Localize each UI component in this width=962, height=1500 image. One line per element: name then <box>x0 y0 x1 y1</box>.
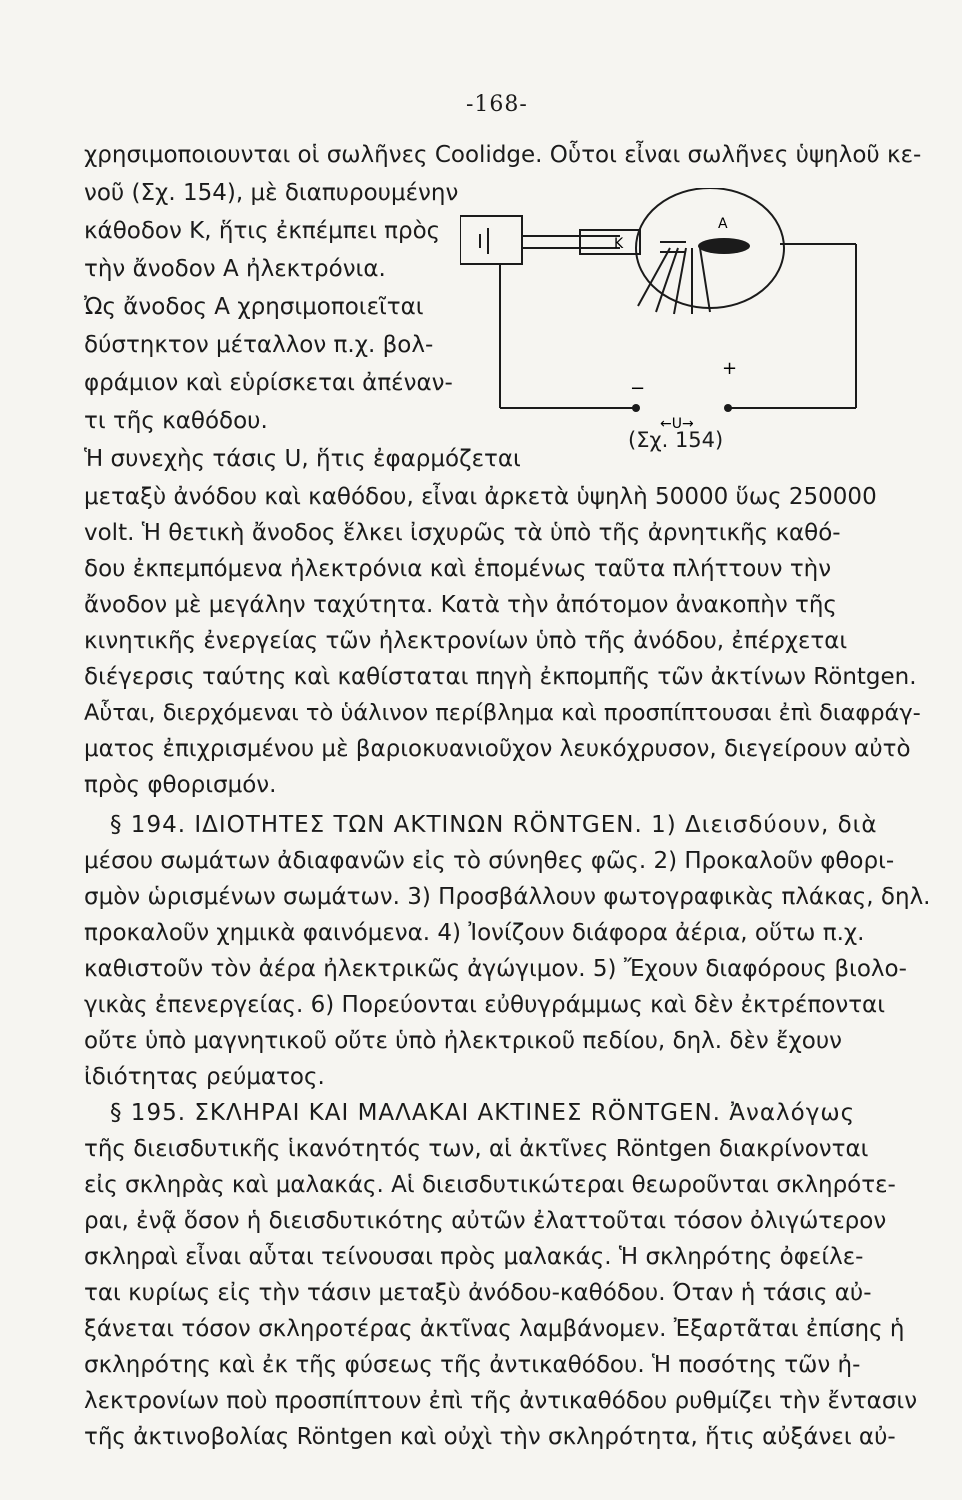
anode-target <box>698 238 750 254</box>
cathode-label: K <box>614 236 624 252</box>
text-line: γικὰς ἐπενεργείας. 6) Πορεύονται εὐθυγράμμως καὶ δὲν ἐκτρέπονται <box>84 992 885 1018</box>
text-line: εἰς σκληρὰς καὶ μαλακάς. Αἱ διεισδυτικώτεραι θεωροῦνται σκληρότε- <box>84 1172 896 1198</box>
text-line: τῆς ἀκτινοβολίας Röntgen καὶ οὐχὶ τὴν σκληρότητα, ἥτις αὐξάνει αὐ- <box>84 1424 896 1450</box>
text-line: ξάνεται τόσον σκληροτέρας ἀκτῖνας λαμβάνομεν. Ἐξαρτᾶται ἐπίσης ἡ <box>84 1316 905 1342</box>
text-line: νοῦ (Σχ. 154), μὲ διαπυρουμένην <box>84 180 459 206</box>
section-194-heading: § 194. ΙΔΙΟΤΗΤΕΣ ΤΩΝ ΑΚΤΙΝΩΝ RÖNTGEN. 1) Διεισδύουν, διὰ <box>110 812 878 838</box>
text-line: μεταξὺ ἀνόδου καὶ καθόδου, εἶναι ἀρκετὰ ὑψηλὴ 50000 ὕως 250000 <box>84 484 877 510</box>
text-line: σκληραὶ εἶναι αὗται τείνουσαι πρὸς μαλακάς. Ἡ σκληρότης ὀφείλε- <box>84 1244 864 1270</box>
text-line: τὴν ἄνοδον Α ἠλεκτρόνια. <box>84 256 386 282</box>
text-line: ραι, ἐνᾷ ὅσον ἡ διεισδυτικότης αὐτῶν ἐλαττοῦται τόσον ὀλιγώτερον <box>84 1208 887 1234</box>
voltage-label: ←U→ <box>660 416 694 432</box>
section-195-heading: § 195. ΣΚΛΗΡΑΙ ΚΑΙ ΜΑΛΑΚΑΙ ΑΚΤΙΝΕΣ RÖNTGEN. Ἀναλόγως <box>110 1100 856 1126</box>
text-line: δύστηκτον μέταλλον π.χ. βολ- <box>84 332 434 358</box>
text-line: λεκτρονίων ποὺ προσπίπτουν ἐπὶ τῆς ἀντικαθόδου ρυθμίζει τὴν ἔντασιν <box>84 1388 918 1414</box>
text-line: ἰδιότητας ρεύματος. <box>84 1064 325 1090</box>
minus-label: − <box>630 378 646 399</box>
text-line: τῆς διεισδυτικῆς ἱκανότητός των, αἱ ἀκτῖνες Röntgen διακρίνονται <box>84 1136 869 1162</box>
positive-terminal <box>724 404 732 412</box>
text-line: κάθοδον Κ, ἥτις ἐκπέμπει πρὸς <box>84 218 441 244</box>
text-line: μέσου σωμάτων ἀδιαφανῶν εἰς τὸ σύνηθες φῶς. 2) Προκαλοῦν φθορι- <box>84 848 895 874</box>
text-line: διέγερσις ταύτης καὶ καθίσταται πηγὴ ἐκπομπῆς τῶν ἀκτίνων Röntgen. <box>84 664 917 690</box>
text-line: Αὗται, διερχόμεναι τὸ ὑάλινον περίβλημα καὶ προσπίπτουσαι ἐπὶ διαφράγ- <box>84 700 921 726</box>
text-line: πρὸς φθορισμόν. <box>84 772 277 798</box>
text-line: Ὠς ἄνοδος Α χρησιμοποιεῖται <box>84 294 424 320</box>
text-line: σμὸν ὡρισμένων σωμάτων. 3) Προσβάλλουν φωτογραφικὰς πλάκας, δηλ. <box>84 884 931 910</box>
anode-label: A <box>718 216 728 232</box>
cathode-tube-neck <box>580 230 640 254</box>
text-line: χρησιμοποιουνται οἱ σωλῆνες Coolidge. Οὗτοι εἶναι σωλῆνες ὑψηλοῦ κε- <box>84 142 922 168</box>
plus-label: + <box>722 358 738 379</box>
text-line: τι τῆς καθόδου. <box>84 408 268 434</box>
text-line: Ἡ συνεχὴς τάσις U, ἥτις ἐφαρμόζεται <box>84 446 521 472</box>
text-line: κινητικῆς ἐνεργείας τῶν ἠλεκτρονίων ὑπὸ τῆς ἀνόδου, ἐπέρχεται <box>84 628 848 654</box>
text-line: φράμιον καὶ εὑρίσκεται ἀπέναν- <box>84 370 453 396</box>
heater-battery <box>460 216 522 264</box>
text-line: ἄνοδον μὲ μεγάλην ταχύτητα. Κατὰ τὴν ἀπότομον ἀνακοπὴν τῆς <box>84 592 837 618</box>
text-line: προκαλοῦν χημικὰ φαινόμενα. 4) Ἰονίζουν διάφορα ἀέρια, οὕτω π.χ. <box>84 920 865 946</box>
text-line: ται κυρίως εἰς τὴν τάσιν μεταξὺ ἀνόδου-καθόδου. Όταν ἡ τάσις αὐ- <box>84 1280 872 1306</box>
coolidge-tube-figure <box>460 188 868 458</box>
text-line: δου ἐκπεμπόμενα ἠλεκτρόνια καὶ ἑπομένως ταῦτα πλήττουν τὴν <box>84 556 832 582</box>
figure-caption: (Σχ. 154) <box>628 428 724 452</box>
text-line: οὔτε ὑπὸ μαγνητικοῦ οὔτε ὑπὸ ἠλεκτρικοῦ πεδίου, δηλ. δὲν ἔχουν <box>84 1028 843 1054</box>
coolidge-tube-diagram <box>460 188 868 458</box>
text-line: ματος ἐπιχρισμένου μὲ βαριοκυανιοῦχον λευκόχρυσον, διεγείρουν αὐτὸ <box>84 736 911 762</box>
text-line: volt. Ἡ θετικὴ ἄνοδος ἕλκει ἰσχυρῶς τὰ ὑπὸ τῆς ἀρνητικῆς καθό- <box>84 520 841 546</box>
negative-terminal <box>632 404 640 412</box>
text-line: σκληρότης καὶ ἐκ τῆς φύσεως τῆς ἀντικαθόδου. Ἡ ποσότης τῶν ἠ- <box>84 1352 861 1378</box>
text-line: καθιστοῦν τὸν ἀέρα ἠλεκτρικῶς ἀγώγιμον. 5) Ἔχουν διαφόρους βιολο- <box>84 956 907 982</box>
page-number: -168- <box>466 92 528 117</box>
